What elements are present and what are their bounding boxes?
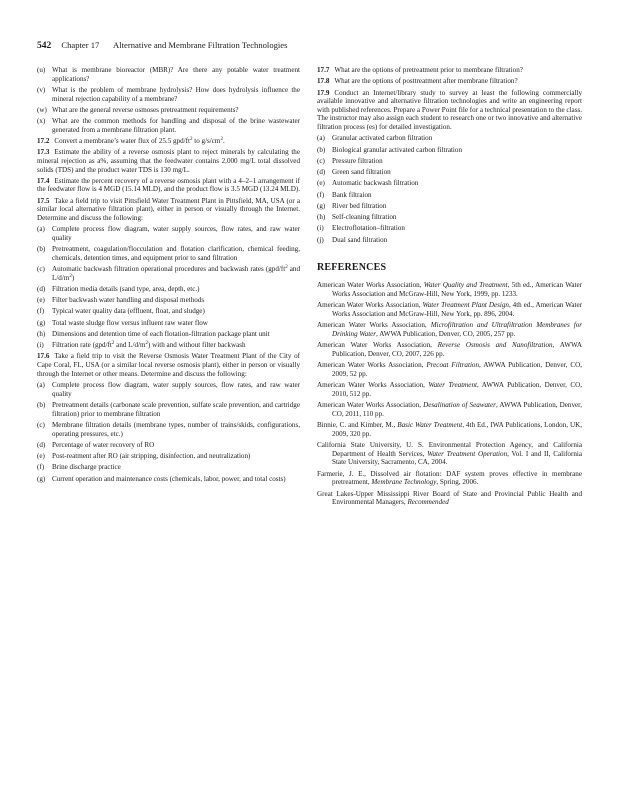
list-item-label: (b)	[317, 145, 326, 154]
list-item-text: Bank filtraion	[332, 190, 372, 199]
problem-17-5: 17.5 Take a field trip to visit Pittsfield Water Treatment Plant in Pittsfield, MA, USA (or a similar local alternative filtration plant), either in person or visually through the Internet. Determine and discuss the following:	[37, 196, 300, 222]
list-item	[37, 381, 300, 398]
reference-text: , AWWA Publication, Denver, CO, 2009, 52 pp.	[332, 360, 583, 378]
reference-entry	[317, 490, 582, 507]
list-item-text: Automatic backwash filtration	[332, 179, 419, 188]
list-item	[37, 66, 300, 83]
list-item-label: (g)	[37, 474, 46, 483]
problem-17-7: 17.7 What are the options of pretreatment prior to membrane filtration?	[317, 66, 523, 74]
list-item-text: Filter backwash water handling and disposal methods	[52, 296, 205, 305]
list-item	[317, 202, 582, 211]
list-item-text: Dimensions and detention time of each flotation-filtration package plant unit	[52, 329, 270, 338]
list-item-text: Granular activated carbon filtration	[332, 134, 433, 143]
list-item-label: (f)	[37, 307, 45, 316]
list-item-text: Percentage of water recovery of RO	[52, 440, 155, 449]
reference-title: Water Treatment	[428, 380, 477, 389]
reference-text: , Vol. I and II, California State University, Sacramento, CA, 2004.	[332, 449, 583, 467]
problem-17-5-items-ab	[37, 225, 300, 262]
list-item: (c) Automatic backwash filtration operational procedures and backwash rates ($gpd/ft^2$ and $L/d/m^2$)	[37, 265, 300, 282]
problem-17-9-items	[317, 134, 582, 244]
list-item	[37, 307, 300, 316]
list-item-label: (b)	[37, 400, 46, 409]
list-item	[37, 319, 300, 328]
list-item-label: (a)	[317, 134, 325, 143]
chapter-title: Alternative and Membrane Filtration Technologies	[113, 40, 288, 50]
list-item-label: (b)	[37, 245, 46, 254]
problem-17-9: 17.9 Conduct an Internet/library study to survey at least the following commercially available innovative and alternative filtration technologies and write an engineering report with published references. Prepare a Power Point file for a technical presentation to the class. The instructor may also assign each student to research one or two innovative and alternative filtration process (es) for detailed investigation.	[317, 88, 582, 132]
list-item-text: Dual sand filtration	[332, 235, 388, 244]
list-item-label: (e)	[37, 452, 45, 460]
list-item-text: Typical water quality data (effluent, float, and sludge)	[52, 307, 205, 316]
list-item-label: (i)	[317, 224, 324, 233]
list-item-label: (v)	[37, 85, 46, 94]
list-item	[37, 475, 300, 484]
list-item-text: Green sand filtration	[332, 168, 391, 177]
reference-title: Membrane Technology	[371, 478, 437, 487]
list-item-label: (f)	[317, 190, 325, 199]
list-item	[317, 157, 582, 166]
reference-text: American Water Works Association,	[317, 280, 424, 289]
problem-17-3: 17.3 Estimate the ability of a reverse osmosis plant to reject minerals by calculating the mineral rejection as a%, assuming that the feedwater contains 2,000 mg/L total dissolved solids (TDS) and the product water TDS is 130 mg/L.	[37, 148, 300, 174]
chapter-label: Chapter 17	[61, 40, 100, 50]
list-item-label: (e)	[317, 179, 325, 188]
list-item-text: What is the problem of membrane hydrolysis? How does hydrolysis influence the mineral rejection capability of a membrane?	[52, 85, 300, 103]
list-item-text: Post-reatment after RO (air stripping, disinfection, and neutralization)	[52, 452, 251, 460]
references-heading: REFERENCES	[317, 262, 387, 274]
list-item: (i) Filtration rate ($gpd/ft^2$ and $L/d/m^2$) with and without filter backwash	[37, 341, 246, 350]
list-item-label: (a)	[37, 225, 45, 234]
reference-text: , AWWA Publication, Denver, CO, 2010, 512 pp.	[332, 380, 582, 398]
list-item-text: Self-cleaning filtration	[332, 213, 397, 222]
references-list	[317, 281, 582, 507]
list-item-label: (d)	[37, 440, 46, 449]
list-item	[317, 213, 582, 222]
problem-17-2: 17.2 Convert a membrane’s water flux of 25.5 gpd/$ft^2$ to $g/s/cm^2$.	[37, 136, 225, 145]
reference-text: American Water Works Association,	[317, 380, 429, 389]
list-item	[37, 117, 300, 134]
reference-title: Microfiltration and Ultrafiltration Membranes for Drinking Water	[332, 320, 582, 338]
reference-entry	[317, 401, 582, 418]
list-item-text: What is membrane bioreactor (MBR)? Are there any potable water treatment applications?	[52, 66, 300, 83]
list-item	[37, 463, 300, 472]
page-header	[37, 40, 582, 51]
list-item-label: (h)	[317, 213, 326, 222]
list-item-text: Pretreatment, coagulation/flocculation and flotation clarification, chemical feeding, chemicals, detention times, and equipment prior to sand filtration	[52, 245, 300, 262]
reference-entry	[317, 381, 582, 398]
list-item-label: (c)	[317, 156, 325, 165]
problem-17-6-items	[37, 381, 300, 483]
list-item	[317, 224, 582, 233]
list-item-text: Complete process flow diagram, water supply sources, flow rates, and raw water quality	[52, 225, 300, 242]
list-item-label: (f)	[37, 463, 45, 472]
reference-text: , AWWA Publication, Denver, CO, 2005, 257 pp.	[376, 329, 516, 338]
list-item-text: Filtration media details (sand type, area, depth, etc.)	[52, 284, 200, 293]
list-item-label: (d)	[317, 168, 326, 177]
reference-entry	[317, 470, 582, 487]
list-item	[317, 146, 582, 155]
list-item	[37, 245, 300, 262]
reference-text: Great Lakes-Upper Mississippi River Board of State and Provincial Public Health and Environmental Managers,	[317, 489, 582, 507]
list-item-label: (c)	[37, 420, 45, 429]
reference-text: , 4th ed., American Water Works Association and McGraw-Hill, New York, pp. 896, 2004.	[332, 300, 582, 318]
list-item-label: (x)	[37, 117, 46, 126]
left-column	[37, 66, 300, 486]
reference-entry	[317, 421, 582, 438]
reference-text: , Spring, 2006.	[436, 478, 479, 487]
list-item-text: Electroflotation–filtration	[332, 224, 405, 233]
list-item	[37, 421, 300, 438]
list-item	[317, 191, 582, 200]
reference-text: , 4th Ed., IWA Publications, London, UK, 2009, 320 pp.	[332, 420, 582, 438]
list-item	[37, 401, 300, 418]
list-item-text: Complete process flow diagram, water supply sources, flow rates, and raw water quality	[52, 381, 300, 398]
reference-text: Farmerie, J. E., Dissolved air flotation: DAF system proves effective in membrane pretreatment,	[317, 469, 582, 487]
reference-text: American Water Works Association,	[317, 340, 438, 349]
list-item-label: (g)	[317, 201, 326, 210]
list-item-label: (w)	[37, 105, 47, 114]
list-item-text: Pretreatment details (carbonate scale prevention, sulfate scale prevention, and cartridge filtration) prior to membrane filtration	[52, 400, 300, 418]
list-item	[317, 134, 582, 143]
list-item	[37, 330, 300, 339]
reference-text: , AWWA Publication, Denver, CO, 2007, 226 pp.	[332, 340, 582, 358]
reference-title: Reverse Osmosis and Nanofiltration	[437, 340, 553, 349]
question-list-uvwx	[37, 66, 300, 134]
reference-title: Precoat Filtration	[426, 360, 480, 369]
list-item	[37, 441, 300, 450]
reference-text: American Water Works Association,	[317, 400, 424, 409]
reference-entry	[317, 441, 582, 467]
list-item-text: Membrane filtration details (membrane types, number of trains/skids, configurations, operating pressures, etc.)	[52, 420, 300, 438]
reference-title: Basic Water Treatment	[397, 420, 463, 429]
list-item-label: (j)	[317, 235, 324, 244]
reference-title: Desalination of Seawater	[423, 400, 496, 409]
list-item	[37, 225, 300, 242]
list-item-text: What are the common methods for handling and disposal of the brine wastewater generated from a membrane filtration plant.	[52, 117, 300, 134]
problem-17-5-items-dh	[37, 285, 300, 339]
list-item	[37, 285, 300, 294]
list-item-label: (h)	[37, 329, 46, 338]
problem-17-8: 17.8 What are the options of posttreatment after membrane filtration?	[317, 77, 518, 86]
list-item-text: Total waste sludge flow versus influent raw water flow	[52, 318, 208, 327]
list-item	[37, 296, 300, 305]
list-item-text: Biological granular activated carbon filtration	[332, 145, 463, 154]
list-item-text: Current operation and maintenance costs (chemicals, labor, power, and total costs)	[52, 474, 286, 483]
list-item-text: What are the general reverse osmoses pretreatment requirements?	[52, 105, 239, 114]
reference-text: American Water Works Association,	[317, 360, 427, 369]
reference-text: , AWWA Publication, Denver, CO, 2011, 110 pp.	[332, 400, 582, 418]
list-item	[317, 179, 582, 188]
list-item	[37, 106, 300, 115]
reference-title: Water Treatment Operation	[427, 449, 508, 458]
list-item-label: (d)	[37, 284, 46, 293]
reference-entry	[317, 341, 582, 358]
list-item-label: (u)	[37, 66, 46, 74]
list-item-text: River bed filtration	[332, 201, 387, 210]
list-item-text: Brine discharge practice	[52, 463, 121, 472]
reference-title: Water Quality and Treatment	[423, 280, 508, 289]
page-number: 542	[37, 41, 52, 51]
reference-title: Water Treatment Plant Design	[422, 300, 509, 309]
reference-entry	[317, 361, 582, 378]
list-item-label: (g)	[37, 318, 46, 327]
reference-text: American Water Works Association,	[317, 320, 431, 329]
list-item-label: (a)	[37, 381, 45, 390]
reference-text: , 5th ed., American Water Works Association and McGraw-Hill, New York, 1999, pp. 1233.	[332, 280, 582, 298]
reference-text: American Water Works Association,	[317, 300, 423, 309]
reference-entry	[317, 301, 582, 318]
list-item-text: Pressure filtration	[332, 156, 383, 165]
list-item	[317, 168, 582, 177]
reference-entry	[317, 281, 582, 298]
reference-entry	[317, 321, 582, 338]
list-item	[37, 86, 300, 103]
reference-title: Recommended	[407, 498, 449, 507]
reference-text: California State University, U. S. Environmental Protection Agency, and California Department of Health Services,	[317, 440, 582, 458]
problem-17-4: 17.4 Estimate the percent recovery of a reverse osmosis plant with a 4–2–1 arrangement if the feedwater flow is 4 MGD (15.14 MLD), and the product flow is 3.5 MGD (13.24 MLD).	[37, 176, 301, 194]
list-item	[37, 452, 300, 461]
right-column	[317, 66, 582, 510]
reference-text: Binnie, C. and Kimber, M.,	[317, 420, 398, 429]
list-item	[317, 236, 582, 245]
problem-17-6: 17.6 Take a field trip to visit the Reverse Osmosis Water Treatment Plant of the City of Cape Coral, FL, USA (or a similar local reverse osmosis plant), either in person or visually through the Internet or other means. Determine and discuss the following:	[37, 352, 300, 378]
list-item-label: (e)	[37, 296, 45, 305]
